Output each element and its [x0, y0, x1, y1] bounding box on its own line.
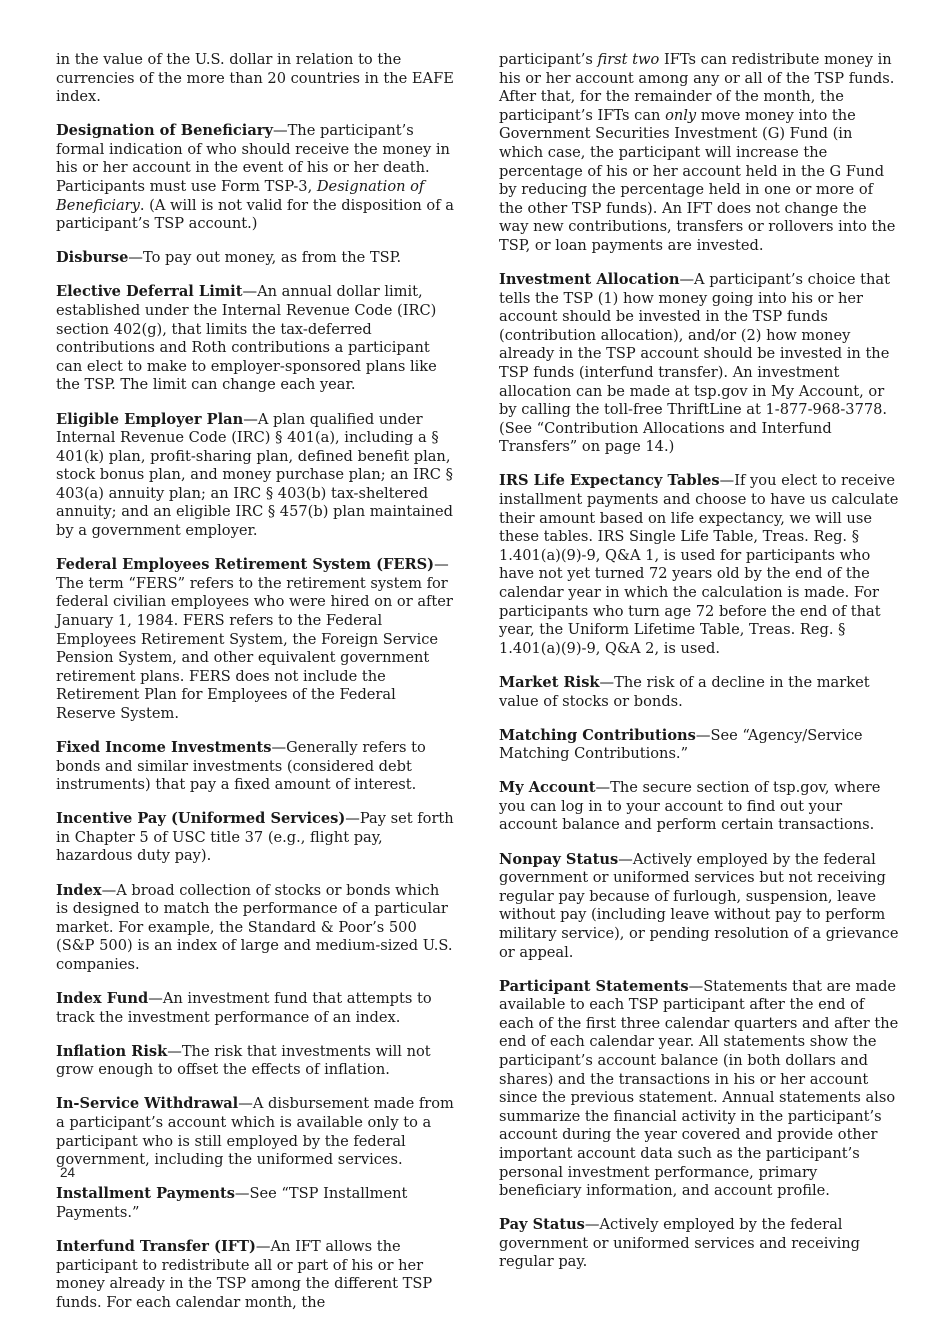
- glossary-entry-pay-status: Pay Status—Actively employed by the federal government or uniformed services and receiving regular pay.: [499, 1216, 861, 1271]
- glossary-entry-eligible-employer-plan: Eligible Employer Plan—A plan qualified under Internal Revenue Code (IRC) § 401(a), including a § 401(k) plan, profit-sharing plan, defined benefit plan, stock bonus plan, and money purchase plan; an IRC § 403(a) annuity plan; an IRC § 403(b) tax-sheltered annuity; and an eligible IRC § 457(b) plan maintained by a government employer.: [56, 410, 453, 540]
- glossary-entry-ift-continuation: participant’s first two IFTs can redistribute money in his or her account among any or all of the TSP funds. After that, for the remainder of the month, the participant’s IFTs can only move money into the Government Securities Investment (G) Fund (in which case, the participant will increase the percentage of his or her account held in the G Fund by reducing the percentage held in one or more of the other TSP funds). An IFT does not change the way new contributions, transfers or rollovers into the TSP, or loan payments are invested.: [499, 51, 896, 254]
- glossary-term: Index Fund: [56, 990, 149, 1008]
- glossary-term: Elective Deferral Limit: [56, 283, 243, 301]
- glossary-term: Eligible Employer Plan: [56, 410, 244, 428]
- glossary-entry-fers: Federal Employees Retirement System (FERS)—The term “FERS” refers to the retirement system for federal civilian employees who were hired on or after January 1, 1984. FERS refers to the Federal Employees Retirement System, the Foreign Service Pension System, and other equivalent government retirement plans. FERS does not include the Retirement Plan for Employees of the Federal Reserve System.: [56, 556, 453, 722]
- glossary-entry-inflation-risk: Inflation Risk—The risk that investments will not grow enough to offset the effects of inflation.: [56, 1042, 431, 1079]
- glossary-entry-continuation: in the value of the U.S. dollar in relation to the currencies of the more than 20 countries in the EAFE index.: [56, 51, 454, 106]
- glossary-term: Inflation Risk: [56, 1042, 168, 1060]
- glossary-term: Disburse: [56, 249, 129, 267]
- glossary-entry-designation-of-beneficiary: Designation of Beneficiary—The participant’s formal indication of who should receive the money in his or her account in the event of his or her death. Participants must use Form TSP-3, Designation of Beneficiary. (A will is not valid for the disposition of a participant’s TSP account.): [56, 122, 454, 233]
- glossary-term: Participant Statements: [499, 977, 689, 995]
- glossary-entry-interfund-transfer: Interfund Transfer (IFT)—An IFT allows the participant to redistribute all or part of his or her money already in the TSP among the different TSP funds. For each calendar month, the: [56, 1237, 433, 1311]
- glossary-entry-disburse: Disburse—To pay out money, as from the TSP.: [56, 249, 402, 267]
- glossary-entry-index: Index—A broad collection of stocks or bonds which is designed to match the performance of a particular market. For example, the Standard & Poor’s 500 (S&P 500) is an index of large and medium-sized U.S. companies.: [56, 881, 453, 973]
- glossary-entry-elective-deferral-limit: Elective Deferral Limit—An annual dollar limit, established under the Internal Revenue Code (IRC) section 402(g), that limits the tax-deferred contributions and Roth contributions a participant can elect to make to employer-sponsored plans like the TSP. The limit can change each year.: [56, 283, 437, 394]
- glossary-term: Interfund Transfer (IFT): [56, 1237, 256, 1255]
- glossary-entry-nonpay-status: Nonpay Status—Actively employed by the federal government or uniformed services but not receiving regular pay because of furlough, suspension, leave without pay (including leave without pay to perform military service), or pending resolution of a grievance or appeal.: [499, 850, 899, 961]
- glossary-entry-participant-statements: Participant Statements—Statements that are made available to each TSP participant after the end of each of the first three calendar quarters and after the end of each calendar year. All statements show the participant’s account balance (in both dollars and shares) and the transactions in his or her account since the previous statement. Annual statements also summarize the financial activity in the participant’s account during the year covered and provide other important account data such as the participant’s personal investment performance, primary beneficiary information, and account profile.: [499, 977, 899, 1200]
- glossary-entry-my-account: My Account—The secure section of tsp.gov, where you can log in to your account to find out your account balance and perform certain transactions.: [499, 779, 881, 834]
- glossary-term: In-Service Withdrawal: [56, 1095, 239, 1113]
- glossary-term: Pay Status: [499, 1216, 585, 1234]
- glossary-term: Investment Allocation: [499, 271, 680, 289]
- glossary-term: Market Risk: [499, 673, 600, 691]
- glossary-term: IRS Life Expectancy Tables: [499, 472, 720, 490]
- glossary-term: Designation of Beneficiary: [56, 122, 273, 140]
- glossary-entry-index-fund: Index Fund—An investment fund that attempts to track the investment performance of an index.: [56, 990, 432, 1026]
- left-column: [56, 51, 456, 1328]
- glossary-entry-matching-contributions: Matching Contributions—See “Agency/Service Matching Contributions.”: [499, 726, 863, 763]
- glossary-term: Incentive Pay (Uniformed Services): [56, 810, 346, 828]
- page-number: 24: [60, 1165, 76, 1180]
- glossary-entry-irs-life-expectancy-tables: IRS Life Expectancy Tables—If you elect to receive installment payments and choose to have us calculate their amount based on life expectancy, we will use these tables. IRS Single Life Table, Treas. Reg. § 1.401(a)(9)-9, Q&A 1, is used for participants who have not yet turned 72 years old by the end of the calendar year in which the calculation is made. For participants who turn age 72 before the end of that year, the Uniform Lifetime Table, Treas. Reg. § 1.401(a)(9)-9, Q&A 2, is used.: [499, 472, 899, 657]
- glossary-entry-fixed-income-investments: Fixed Income Investments—Generally refers to bonds and similar investments (considered debt instruments) that pay a fixed amount of interest.: [56, 739, 426, 794]
- glossary-entry-market-risk: Market Risk—The risk of a decline in the market value of stocks or bonds.: [499, 673, 870, 710]
- glossary-term: Nonpay Status: [499, 850, 619, 868]
- glossary-term: Federal Employees Retirement System (FERS): [56, 556, 435, 574]
- glossary-entry-in-service-withdrawal: In-Service Withdrawal—A disbursement made from a participant’s account which is available only to a participant who is still employed by the federal government, including the uniformed services.: [56, 1095, 454, 1169]
- glossary-entry-investment-allocation: Investment Allocation—A participant’s choice that tells the TSP (1) how money going into his or her account should be invested in the TSP funds (contribution allocation), and/or (2) how money already in the TSP account should be invested in the TSP funds (interfund transfer). An investment allocation can be made at tsp.gov in My Account, or by calling the toll-free ThriftLine at 1-877-968-3778. (See “Contribution Allocations and Interfund Transfers” on page 14.): [499, 271, 890, 456]
- glossary-term: Index: [56, 881, 102, 899]
- glossary-entry-installment-payments: Installment Payments—See “TSP Installment Payments.”: [56, 1185, 408, 1221]
- glossary-entry-incentive-pay: Incentive Pay (Uniformed Services)—Pay set forth in Chapter 5 of USC title 37 (e.g., flight pay, hazardous duty pay).: [56, 810, 454, 865]
- glossary-term: My Account: [499, 779, 596, 797]
- glossary-term: Matching Contributions: [499, 726, 696, 744]
- glossary-term: Installment Payments: [56, 1185, 235, 1203]
- glossary-term: Fixed Income Investments: [56, 739, 272, 756]
- right-column: [499, 51, 899, 1288]
